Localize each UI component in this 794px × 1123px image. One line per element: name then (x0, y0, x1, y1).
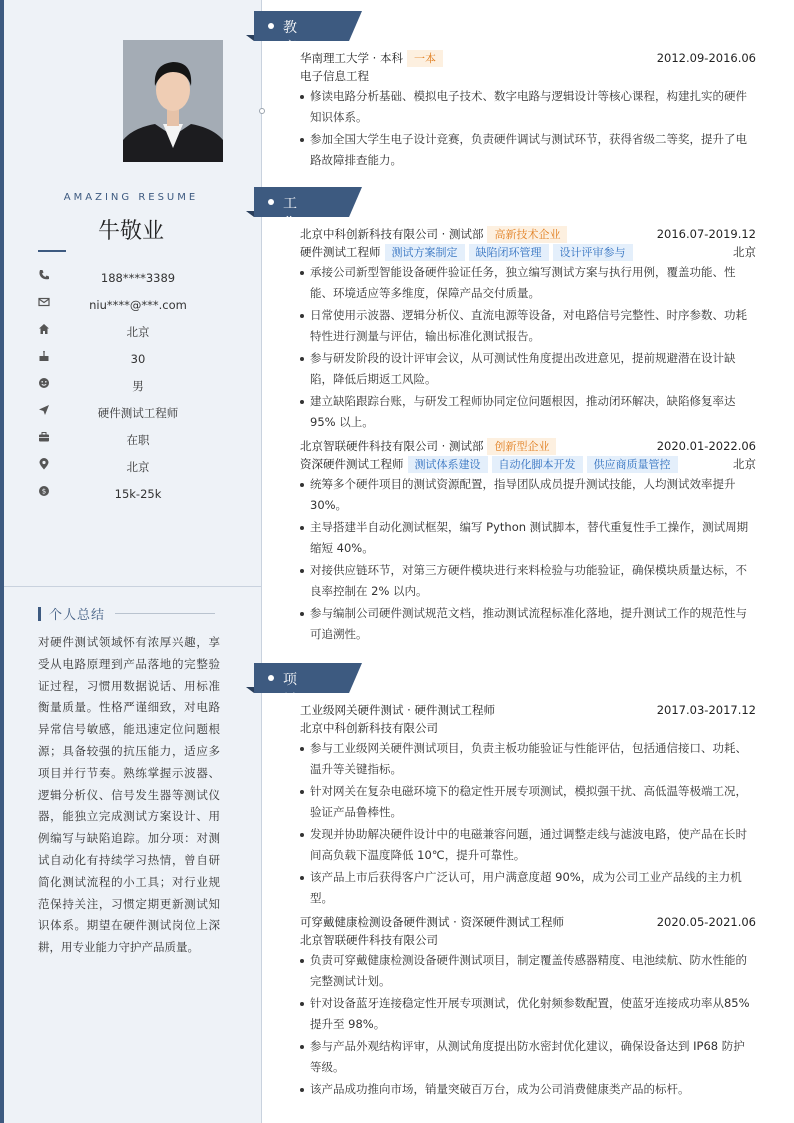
school-tag: 一本 (407, 50, 443, 67)
project-title: 工业级网关硬件测试 · 硬件测试工程师 (300, 703, 495, 717)
list-item: 负责可穿戴健康检测设备硬件测试项目，制定覆盖传感器精度、电池续航、防水性能的完整测试计划。 (300, 950, 756, 992)
profile-photo (123, 40, 223, 162)
project-org: 北京中科创新科技有限公司 (300, 721, 438, 735)
section-title: 工作经历 (283, 196, 298, 272)
project-date: 2020.05-2021.06 (656, 915, 756, 929)
list-item: 发现并协助解决硬件设计中的电磁兼容问题，通过调整走线与滤波电路，使产品在长时间高负载下温度降低 10℃，提升可靠性。 (300, 824, 756, 866)
skill-tag: 测试体系建设 (408, 456, 488, 473)
job-role: 硬件测试工程师 (300, 245, 381, 259)
info-residence: 北京 (38, 318, 238, 345)
money-icon (38, 485, 50, 497)
info-phone: 188****3389 (38, 264, 238, 291)
project-date: 2017.03-2017.12 (656, 703, 756, 717)
list-item: 针对设备蓝牙连接稳定性开展专项测试，优化射频参数配置，使蓝牙连接成功率从85% 提升至 98%。 (300, 993, 756, 1035)
section-title: 项目经历 (283, 672, 298, 748)
cake-icon (38, 350, 50, 362)
company-tag: 高新技术企业 (487, 226, 567, 243)
project-title: 可穿戴健康检测设备硬件测试 · 资深硬件测试工程师 (300, 915, 564, 929)
job-role: 资深硬件测试工程师 (300, 457, 404, 471)
resume-tagline: AMAZING RESUME (63, 192, 199, 203)
phone-icon (38, 269, 50, 281)
major: 电子信息工程 (300, 69, 369, 83)
work-entry (300, 225, 756, 434)
list-item: 承接公司新型智能设备硬件验证任务，独立编写测试方案与执行用例，覆盖功能、性能、环境适应等多维度，保障产品交付质量。 (300, 262, 756, 304)
list-item: 建立缺陷跟踪台账，与研发工程师协同定位问题根因，推动闭环解决，缺陷修复率达95% 以上。 (300, 391, 756, 433)
svg-text:$: $ (41, 487, 47, 496)
project-entry (300, 701, 756, 910)
list-item: 主导搭建半自动化测试框架，编写 Python 测试脚本，替代重复性手工操作，测试周期缩短 40%。 (300, 517, 756, 559)
skill-tag: 供应商质量管控 (587, 456, 678, 473)
list-item: 针对网关在复杂电磁环境下的稳定性开展专项测试，模拟强干扰、高低温等极端工况，验证产品鲁棒性。 (300, 781, 756, 823)
info-target-job: 硬件测试工程师 (38, 399, 238, 426)
info-age: 30 (38, 345, 238, 372)
location-pin-icon (38, 458, 50, 470)
list-item: 参与产品外观结构评审，从测试角度提出防水密封优化建议，确保设备达到 IP68 防护等级。 (300, 1036, 756, 1078)
list-item: 参加全国大学生电子设计竞赛，负责硬件调试与测试环节，获得省级二等奖，提升了电路故障排查能力。 (300, 129, 756, 171)
project-bullets (300, 950, 756, 1100)
company-name: 北京中科创新科技有限公司 · 测试部 (300, 227, 484, 241)
list-item: 该产品上市后获得客户广泛认可，用户满意度超 90%，成为公司工业产品线的主力机型。 (300, 867, 756, 909)
info-status: 在职 (38, 426, 238, 453)
project-entry (300, 913, 756, 1101)
list-item: 日常使用示波器、逻辑分析仪、直流电源等设备，对电路信号完整性、时序参数、功耗特性进行测量与评估，输出标准化测试报告。 (300, 305, 756, 347)
timeline-ring (259, 108, 265, 114)
summary-text: 对硬件测试领域怀有浓厚兴趣，享受从电路原理到产品落地的完整验证过程，习惯用数据说话、用标准衡量质量。性格严谨细致，对电路异常信号敏感，能迅速定位问题根源；具备较强的抗压能力，适应多项目并行节奏。熟练掌握示波器、逻辑分析仪、信号发生器等测试仪器，能独立完成测试方案设计、用例编写与缺陷追踪。加分项：对测试自动化有持续学习热情，曾自研简化测试流程的小工具；对行业规范保持关注，习惯定期更新测试知识体系。期望在硬件测试岗位上深耕，用专业能力守护产品质量。 (38, 635, 220, 955)
education-date: 2012.09-2016.06 (656, 51, 756, 65)
briefcase-icon (38, 431, 50, 443)
sidebar-accent-edge (0, 0, 4, 1123)
candidate-name: 牛敬业 (97, 219, 164, 244)
work-date: 2020.01-2022.06 (656, 439, 756, 453)
name-underline (38, 250, 66, 252)
sidebar-divider (4, 586, 262, 587)
list-item: 该产品成功推向市场，销量突破百万台，成为公司消费健康类产品的标杆。 (300, 1079, 756, 1100)
work-bullets (300, 474, 756, 645)
education-bullets (300, 86, 756, 171)
skill-tag: 缺陷闭环管理 (469, 244, 549, 261)
school-name: 华南理工大学 · 本科 (300, 51, 403, 65)
personal-info-list (38, 264, 238, 507)
skill-tag: 设计评审参与 (553, 244, 633, 261)
company-tag: 创新型企业 (487, 438, 556, 455)
section-title: 教育经历 (283, 20, 298, 96)
sidebar (0, 0, 262, 1123)
project-bullets (300, 738, 756, 909)
summary-title: 个人总结 (49, 608, 106, 623)
send-icon (38, 404, 50, 416)
list-item: 对接供应链环节，对第三方硬件模块进行来料检验与功能验证，确保模块质量达标，不良率控制在 2% 以内。 (300, 560, 756, 602)
info-gender: 男 (38, 372, 238, 399)
info-target-city: 北京 (38, 453, 238, 480)
list-item: 参与工业级网关硬件测试项目，负责主板功能验证与性能评估，包括通信接口、功耗、温升等关键指标。 (300, 738, 756, 780)
work-city: 北京 (733, 245, 756, 259)
summary-heading (38, 604, 215, 623)
work-city: 北京 (733, 457, 756, 471)
company-name: 北京智联硬件科技有限公司 · 测试部 (300, 439, 484, 453)
skill-tag: 自动化脚本开发 (492, 456, 583, 473)
info-salary: $ 15k-25k (38, 480, 238, 507)
list-item: 修读电路分析基础、模拟电子技术、数字电路与逻辑设计等核心课程，构建扎实的硬件知识体系。 (300, 86, 756, 128)
education-entry (300, 49, 756, 172)
skill-tag: 测试方案制定 (385, 244, 465, 261)
project-org: 北京智联硬件科技有限公司 (300, 933, 438, 947)
list-item: 参与研发阶段的设计评审会议，从可测试性角度提出改进意见，提前规避潜在设计缺陷，降低后期返工风险。 (300, 348, 756, 390)
work-bullets (300, 262, 756, 433)
home-icon (38, 323, 50, 335)
work-date: 2016.07-2019.12 (656, 227, 756, 241)
list-item: 统筹多个硬件项目的测试资源配置，指导团队成员提升测试技能，人均测试效率提升30%。 (300, 474, 756, 516)
info-email: niu****@***.com (38, 291, 238, 318)
main-content (262, 0, 794, 1123)
mail-icon (38, 296, 50, 308)
work-entry (300, 437, 756, 646)
smile-icon (38, 377, 50, 389)
person-portrait-icon (123, 40, 223, 162)
list-item: 参与编制公司硬件测试规范文档，推动测试流程标准化落地，提升测试工作的规范性与可追溯性。 (300, 603, 756, 645)
